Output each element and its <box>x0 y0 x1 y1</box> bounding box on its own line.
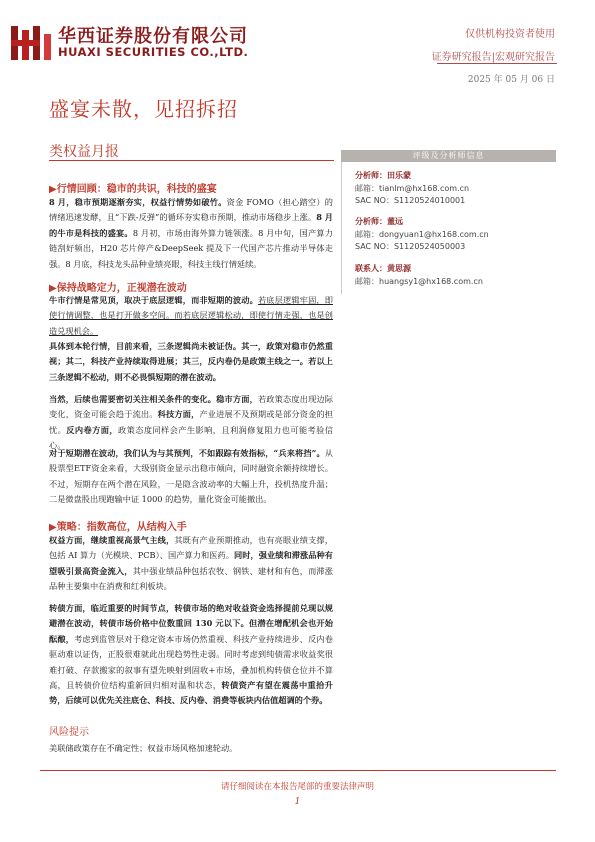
analyst-sac: SAC NO：S1120524010001 <box>355 196 466 205</box>
analyst-panel <box>341 162 557 294</box>
huaxi-logo-icon <box>11 26 53 60</box>
analyst-email[interactable]: 邮箱：tianlm@hx168.com.cn <box>355 184 470 193</box>
text-bold: 转债资产有望在震荡中重拾升势，后续可以优先关注底仓、科技、反内卷、消费等板块内估值超调的个券。 <box>49 680 333 706</box>
report-subtitle: 类权益月报 <box>49 144 119 160</box>
text-bold: 同时，强业绩和滞涨品种有望吸引景高资金流入， <box>49 550 333 576</box>
text-bold: 牛市行情是常见顶，取决于底层逻辑，而非短期的波动。 <box>49 295 258 305</box>
text-bold: 对于短期潜在波动，我们认为与其预判，不如跟踪有效指标，“兵来将挡”。 <box>49 448 325 458</box>
text: 若政策态度出现边际变化，资金可能会趋于流出。 <box>49 394 333 420</box>
text-underline: 若底层逻辑牢固，即使行情调整，也是打开做多空间。而若底层逻辑松动，即使行情走强，也是创造兑现机会。 <box>49 295 333 336</box>
text-bold: 反内卷方面， <box>66 424 118 435</box>
section-title-strategy-focus: ▶保持战略定力，正视潜在波动 <box>49 283 187 294</box>
paragraph-short-term-volatility <box>49 446 333 508</box>
legal-notice: 请仔细阅读在本报告尾部的重要法律声明 <box>220 782 374 792</box>
risk-text: 美联储政策存在不确定性；权益市场风格加速轮动。 <box>49 743 238 753</box>
analyst-name: 分析师：董远 <box>355 216 403 226</box>
footer-divider <box>40 770 556 771</box>
text: 其中强业绩品种包括农牧、钢铁、建材和有色，而滞涨品种主要集中在消费和红利板块。 <box>49 565 333 592</box>
company-name-cn: 华西证券股份有限公司 <box>58 26 248 47</box>
contact-email[interactable]: 邮箱：huangsy1@hx168.com.cn <box>355 277 483 286</box>
company-name-en: HUAXI SECURITIES CO.,LTD. <box>58 45 249 59</box>
text-bold: 具体到本轮行情，目前来看，三条逻辑尚未被证伪。其一，政策对稳市仍然重视；其二，科技产业持续取得进展；其三，反内卷仍是政策主线之一。若以上三条逻辑不松动，则不必畏惧短期的潜在波动。 <box>49 341 333 382</box>
subtitle-divider <box>49 160 334 161</box>
text: 8 月初，市场由海外算力链领涨。8 月中旬，国产算力链刮好频出，H20 芯片停产&DeepSeek 提及下一代国产芯片推动半导体走强。8 月底，科技龙头品种业绩亮眼，科技主线行情延续。 <box>49 227 333 269</box>
text-bold: 8 月的牛市是科技的盛宴。 <box>49 212 333 238</box>
text: 政策态度同样会产生影响，且利润修复阻力也可能考验信心。 <box>49 424 333 451</box>
contact-name: 联系人：黄思源 <box>355 263 411 273</box>
section-title-review: ▶行情回顾：稳市的共识，科技的盛宴 <box>49 184 217 195</box>
text: 从股票型ETF资金来看，大级别资金显示出稳市倾向，同时融资余额持续增长。不过，短期存在两个潜在风险，一是隐含波动率的大幅上升，投机热度升温；二是微盘股出现跑输中证 1000 的趋势，量化资金可能撤出。 <box>49 448 333 505</box>
paragraph-three-logics <box>49 339 333 385</box>
section-title-strategy: ▶策略：指数高位，从结构入手 <box>49 522 187 533</box>
header-divider <box>437 63 557 64</box>
report-title: 盛宴未散，见招拆招 <box>49 97 238 121</box>
report-date: 2025 年 05 月 06 日 <box>467 75 555 85</box>
page-number: 1 <box>294 797 301 807</box>
text-bold: 科技方面， <box>157 409 200 420</box>
text-bold: 转债方面，临近重要的时间节点，转债市场的绝对收益资金选择提前兑现以规避潜在波动，转债市场价格中位数重回 130 元以下。但潜在增配机会也开始酝酿， <box>49 603 333 644</box>
analyst-panel-header: 评级及分析师信息 <box>341 150 556 162</box>
analyst-sac: SAC NO：S1120524050003 <box>355 242 466 251</box>
risk-title: 风险提示 <box>49 727 89 738</box>
text-bold: 当然，后续也需要密切关注相关条件的变化。稳市方面， <box>49 394 258 404</box>
paragraph-equity <box>49 533 333 595</box>
paragraph-convertible-bonds <box>49 601 333 709</box>
text: 产业进展不及预期或是部分资金的担忧。 <box>49 409 333 435</box>
text-bold: 8 月，稳市预期逐渐夯实，权益行情势如破竹。 <box>49 197 227 207</box>
text: 考虑到监管层对于稳定资本市场仍然重视、科技产业持续进步、反内卷驱动难以证伪，正股很难就此出现趋势性走弱。同时考虑到纯债需求收益奖很难打破、存款搬家的叙事有望先映射到固收+市场，叠加机构转债仓位并不算高，且转债价位结构重新回归相对温和状态， <box>49 633 333 691</box>
paragraph-review <box>49 195 333 272</box>
paragraph-bull-market <box>49 293 333 339</box>
paragraph-conditions <box>49 392 333 454</box>
usage-note: 仅供机构投资者使用 <box>465 29 555 40</box>
text: 其既有产业预期推动，也有亮眼业绩支撑，包括 AI 算力（光模块、PCB）、国产算力和医药。 <box>49 535 333 561</box>
report-type: 证券研究报告|宏观研究报告 <box>431 52 555 63</box>
text-bold: 权益方面，继续重视高景气主线， <box>49 535 175 545</box>
analyst-email[interactable]: 邮箱：dongyuan1@hx168.com.cn <box>355 230 489 239</box>
analyst-name: 分析师：田乐蒙 <box>355 170 411 180</box>
text: 资金 FOMO（担心踏空）的情绪迅速发酵，且“下跌-反弹”的循环夯实稳市预期，推动市场稳步上涨。 <box>49 197 333 223</box>
